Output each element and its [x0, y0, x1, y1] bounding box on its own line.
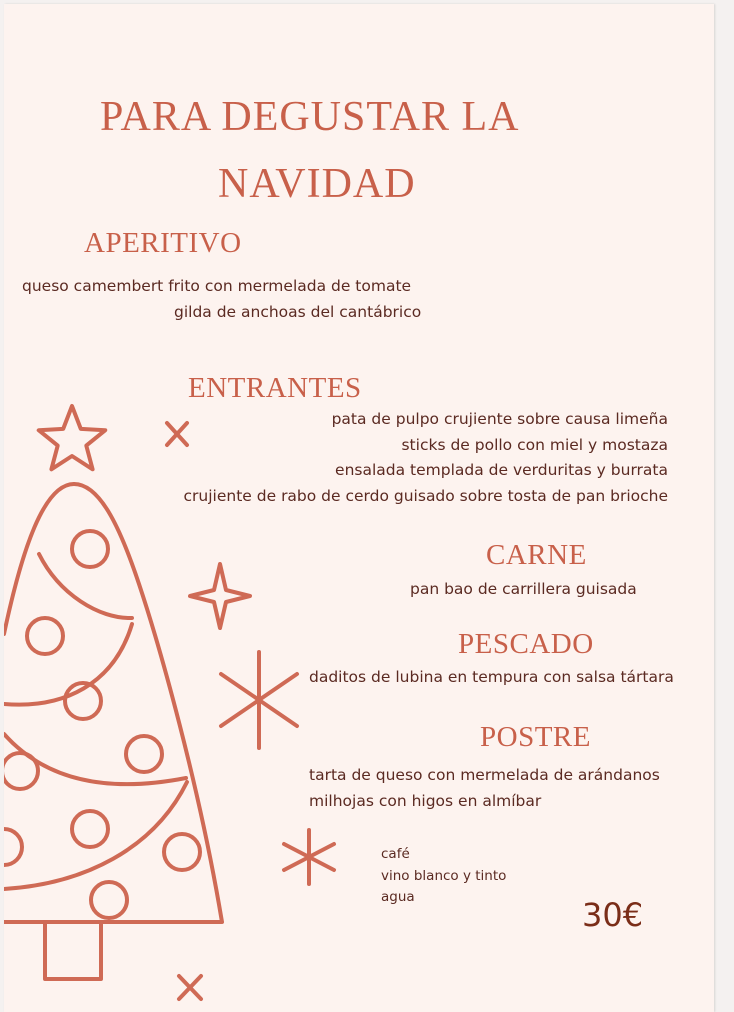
- section-heading-aperitivo: APERITIVO: [84, 227, 242, 260]
- menu-item: sticks de pollo con miel y mostaza: [401, 435, 668, 454]
- section-heading-pescado: PESCADO: [458, 628, 594, 661]
- menu-item: milhojas con higos en almíbar: [309, 791, 542, 810]
- menu-item: crujiente de rabo de cerdo guisado sobre tosta de pan brioche: [183, 486, 668, 505]
- cross-icon: [179, 976, 201, 999]
- menu-page: [4, 4, 714, 1012]
- star-icon: [39, 406, 106, 469]
- menu-title-line1: PARA DEGUSTAR LA: [100, 94, 520, 141]
- drink-item: vino blanco y tinto: [381, 867, 507, 884]
- snowflake-icon: [221, 652, 297, 748]
- menu-item: pata de pulpo crujiente sobre causa limeña: [331, 409, 668, 428]
- drinks-list: [381, 844, 506, 909]
- menu-item: pan bao de carrillera guisada: [410, 579, 637, 598]
- section-heading-postre: POSTRE: [480, 721, 591, 754]
- section-heading-carne: CARNE: [486, 539, 587, 572]
- menu-item: queso camembert frito con mermelada de tomate: [22, 276, 412, 295]
- menu-title-line2: NAVIDAD: [218, 161, 416, 208]
- decorations: [4, 4, 714, 1012]
- snowflake-icon: [284, 830, 334, 884]
- menu-item: daditos de lubina en tempura con salsa tártara: [309, 667, 674, 686]
- cross-icon: [167, 423, 187, 445]
- menu-item: tarta de queso con mermelada de arándanos: [309, 765, 660, 784]
- four-point-star-icon: [190, 564, 250, 628]
- drink-item: agua: [381, 889, 415, 905]
- menu-item: gilda de anchoas del cantábrico: [174, 302, 422, 321]
- drink-item: café: [381, 846, 410, 862]
- menu-price: 30€: [582, 896, 644, 934]
- section-heading-entrantes: ENTRANTES: [188, 372, 362, 405]
- christmas-tree-icon: [4, 484, 222, 979]
- menu-item: ensalada templada de verduritas y burrata: [335, 460, 668, 479]
